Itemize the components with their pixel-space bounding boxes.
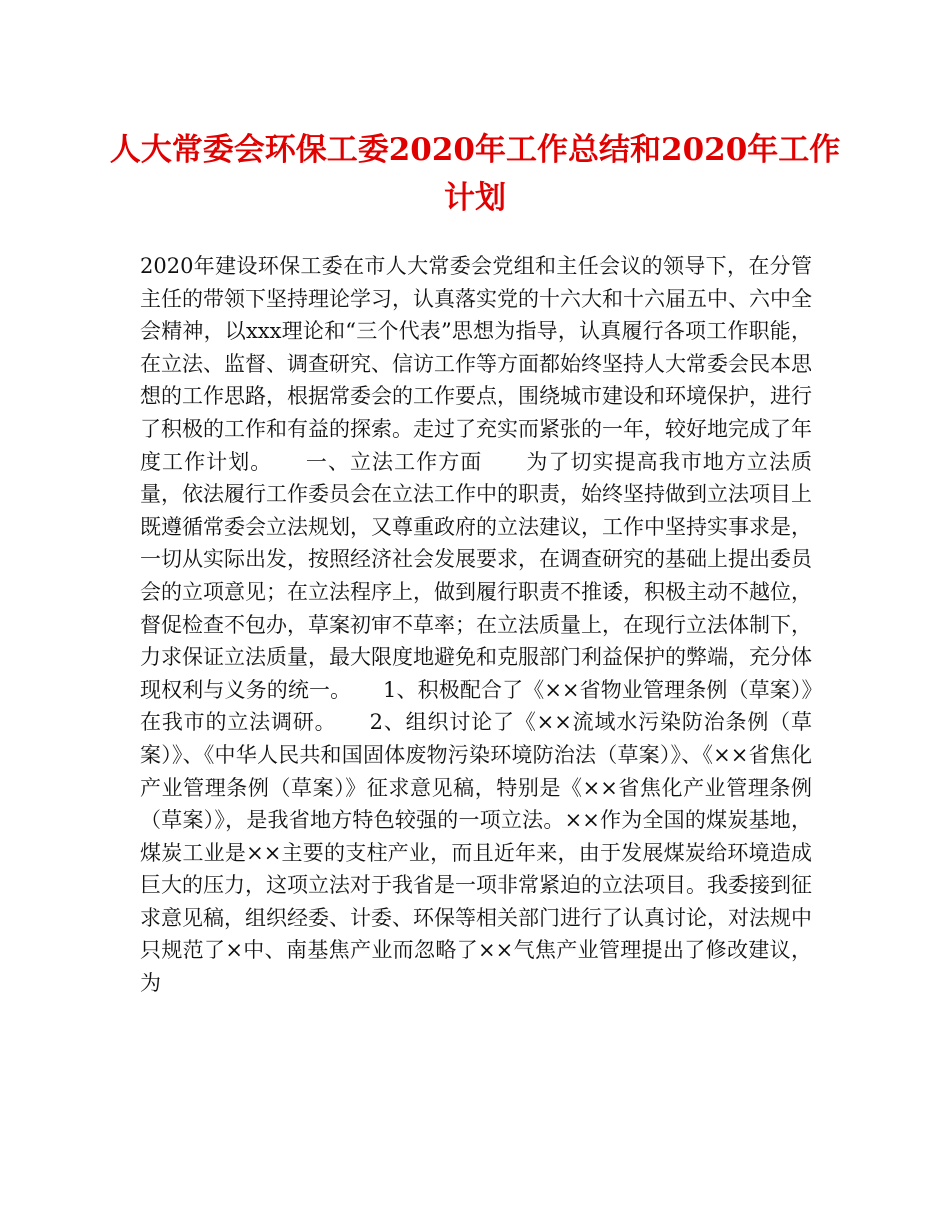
document-title: 人大常委会环保工委2020年工作总结和2020年工作计划 (109, 132, 841, 216)
document-body-paragraph: 2020年建设环保工委在市人大常委会党组和主任会议的领导下，在分管主任的带领下坚持理论学习，认真落实党的十六大和十六届五中、六中全会精神，以xxx理论和“三个代表”思想为指导，认真履行各项工作职能，在立法、监督、调查研究、信访工作等方面都始终坚持人大常委会民本思想的工作思路，根据常委会的工作要点，围绕城市建设和环境保护，进行了积极的工作和有益的探索。走过了充实而紧张的一年，较好地完成了年度工作计划。 一、立法工作方面 为了切实提高我市地方立法质量，依法履行工作委员会在立法工作中的职责，始终坚持做到立法项目上既遵循常委会立法规划，又尊重政府的立法建议，工作中坚持实事求是，一切从实际出发，按照经济社会发展要求，在调查研究的基础上提出委员会的立项意见；在立法程序上，做到履行职责不推诿，积极主动不越位，督促检查不包办，草案初审不草率；在立法质量上，在现行立法体制下，力求保证立法质量，最大限度地避免和克服部门利益保护的弊端，充分体现权利与义务的统一。 1、积极配合了《××省物业管理条例（草案）》在我市的立法调研。 2、组织讨论了《××流域水污染防治条例（草案）》、《中华人民共和国固体废物污染环境防治法（草案）》、《××省焦化产业管理条例（草案）》征求意见稿，特别是《××省焦化产业管理条例（草案）》，是我省地方特色较强的一项立法。××作为全国的煤炭基地，煤炭工业是××主要的支柱产业，而且近年来，由于发展煤炭给环境造成巨大的压力，这项立法对于我省是一项非常紧迫的立法项目。我委接到征求意见稿，组织经委、计委、环保等相关部门进行了认真讨论，对法规中只规范了×中、南基焦产业而忽略了××气焦产业管理提出了修改建议，为 (140, 254, 812, 996)
